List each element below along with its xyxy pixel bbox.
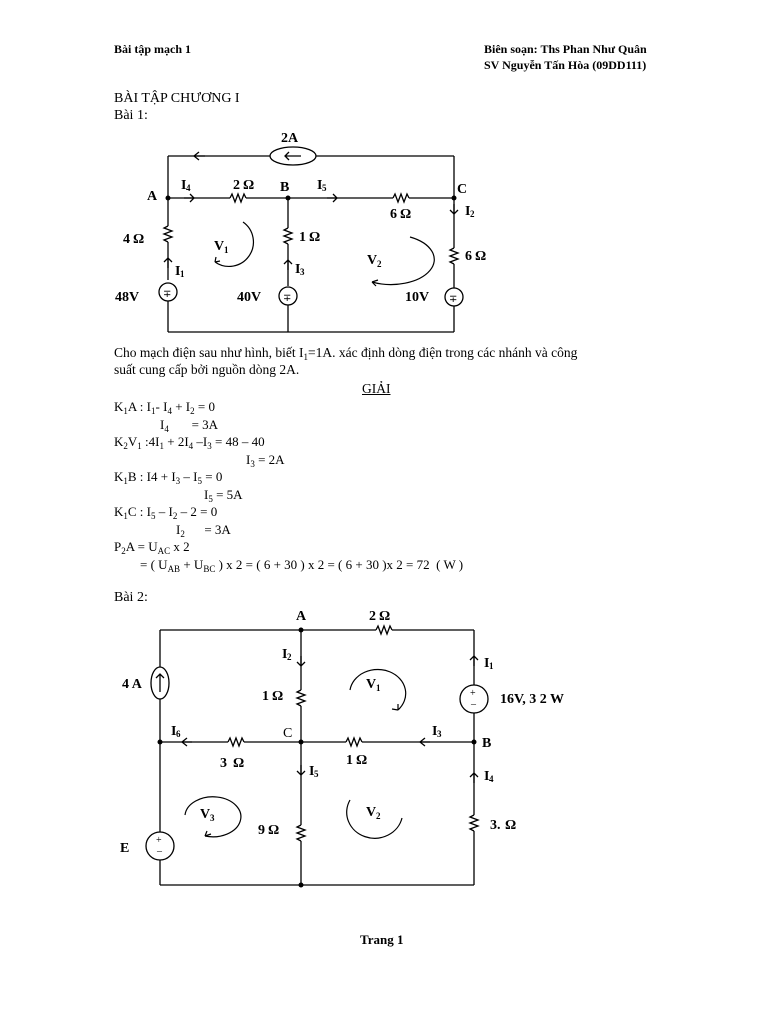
page-footer: Trang 1: [360, 932, 404, 947]
svg-text:I: I: [282, 647, 288, 662]
svg-text:+: +: [156, 835, 162, 846]
svg-text:C: C: [283, 726, 293, 741]
arrow-down-icon: [297, 656, 305, 666]
svg-text:2: 2: [377, 259, 382, 269]
svg-text:I: I: [309, 764, 315, 779]
chapter-title: BÀI TẬP CHƯƠNG I: [114, 91, 240, 106]
svg-text:+: +: [470, 688, 476, 699]
svg-text:Ω: Ω: [133, 232, 145, 247]
svg-text:5: 5: [322, 183, 327, 193]
svg-text:∓: ∓: [449, 294, 458, 305]
resistor-3-ohm-right: [470, 815, 478, 831]
problem1-statement-line2: suất cung cấp bởi nguồn dòng 2A.: [114, 362, 300, 377]
svg-text:Ω: Ω: [379, 609, 391, 624]
svg-text:E: E: [120, 841, 130, 856]
arrow-left-icon: [420, 738, 430, 746]
svg-text:I: I: [432, 724, 438, 739]
resistor-3-ohm-left: [228, 738, 244, 746]
svg-text:5: 5: [314, 769, 319, 779]
svg-text:4: 4: [123, 232, 130, 247]
svg-text:V: V: [366, 805, 377, 820]
svg-text:A: A: [147, 189, 158, 204]
svg-text:I: I: [171, 724, 177, 739]
arrow-up-icon: [156, 674, 164, 692]
problem1-statement-line1: Cho mạch điện sau như hình, biết $I_1=1A$. xác định dòng điện trong các nhánh và công: [114, 345, 578, 362]
svg-text:2: 2: [369, 609, 376, 624]
svg-text:Ω: Ω: [356, 753, 368, 768]
resistor-1-ohm-ac: [297, 690, 305, 706]
svg-text:Ω: Ω: [272, 689, 284, 704]
svg-text:16V, 3 2 W: 16V, 3 2 W: [500, 692, 565, 707]
svg-text:2: 2: [287, 652, 292, 662]
svg-text:–: –: [157, 846, 162, 857]
svg-text:4: 4: [186, 183, 191, 193]
svg-text:I: I: [484, 656, 490, 671]
svg-text:6: 6: [390, 207, 397, 222]
svg-text:Ω: Ω: [233, 756, 245, 771]
svg-text:1: 1: [376, 683, 381, 693]
svg-text:Ω: Ω: [309, 230, 321, 245]
header-author: Biên soạn: Ths Phan Như Quân: [484, 42, 647, 56]
header-student: SV Nguyễn Tấn Hòa (09DD111): [484, 58, 647, 72]
resistor-2-ohm-top: [376, 626, 392, 634]
problem2-label: Bài 2:: [114, 590, 148, 605]
svg-text:C: C: [457, 182, 468, 197]
label-2a: 2A: [281, 131, 299, 146]
solution-title: GIẢI: [362, 381, 391, 396]
svg-text:48V: 48V: [115, 290, 140, 305]
svg-text:∓: ∓: [163, 289, 172, 300]
svg-text:Ω: Ω: [475, 249, 487, 264]
svg-text:4 A: 4 A: [122, 677, 142, 692]
svg-text:1: 1: [489, 661, 494, 671]
arrow-up-icon: [470, 656, 478, 666]
svg-text:V: V: [214, 239, 225, 254]
svg-text:40V: 40V: [237, 290, 262, 305]
svg-text:4: 4: [489, 774, 494, 784]
svg-text:Ω: Ω: [505, 818, 517, 833]
svg-text:2: 2: [470, 209, 475, 219]
svg-text:I: I: [181, 178, 187, 193]
svg-text:I: I: [295, 262, 301, 277]
solution-equations: $K_1A$ : $I_1-$ $I_4 + I_2 = 0$ $I_4$ = 3A $K_2V_1$ $:4I_1 + 2I_4$ $-I_3 = 48 - 40$ $I_3 = 2A$ $K_1B$ : $I4 + I_3 - I_5 = 0$ $I_5 = 5A$ $K_1C$ : $I_5 - I_2 - 2 = 0$ $I_2$ = 3A $P_2A = U_{AC}$ x 2 = ( $U_{AB} + U_{BC}$ ) x 2 = ( 6 + 30 ) x 2 = ( 6 + 30 )x 2 = 72 ( W ): [114, 399, 464, 574]
svg-text:B: B: [482, 736, 492, 751]
svg-text:Ω: Ω: [268, 823, 280, 838]
svg-text:A: A: [296, 609, 307, 624]
svg-text:I: I: [484, 769, 490, 784]
arrow-up-icon: [470, 773, 478, 783]
svg-text:Ω: Ω: [400, 207, 412, 222]
svg-text:10V: 10V: [405, 290, 430, 305]
svg-text:I: I: [175, 264, 181, 279]
problem1-label: Bài 1:: [114, 108, 148, 123]
svg-text:I: I: [465, 204, 471, 219]
svg-text:B: B: [280, 180, 290, 195]
svg-text:Ω: Ω: [243, 178, 255, 193]
arrow-left-icon: [182, 738, 192, 746]
svg-text:3: 3: [300, 267, 305, 277]
header-left: Bài tập mạch 1: [114, 42, 192, 56]
resistor-9-ohm: [297, 825, 305, 841]
svg-text:1: 1: [299, 230, 306, 245]
resistor-1-ohm-cb: [346, 738, 362, 746]
svg-text:V: V: [200, 807, 211, 822]
svg-text:V: V: [367, 253, 378, 268]
svg-text:3: 3: [210, 813, 215, 823]
svg-text:6: 6: [176, 729, 181, 739]
svg-text:1: 1: [224, 245, 229, 255]
svg-text:3.: 3.: [490, 818, 501, 833]
svg-text:3: 3: [437, 729, 442, 739]
svg-text:2: 2: [376, 811, 381, 821]
svg-text:2: 2: [233, 178, 240, 193]
svg-text:1: 1: [262, 689, 269, 704]
svg-text:–: –: [471, 699, 476, 710]
svg-text:1: 1: [346, 753, 353, 768]
svg-text:1: 1: [180, 269, 185, 279]
svg-text:I: I: [317, 178, 323, 193]
svg-text:∓: ∓: [283, 293, 292, 304]
svg-text:9: 9: [258, 823, 265, 838]
svg-text:V: V: [366, 677, 377, 692]
svg-text:3: 3: [220, 756, 227, 771]
arrow-down-icon: [297, 765, 305, 775]
svg-text:6: 6: [465, 249, 472, 264]
